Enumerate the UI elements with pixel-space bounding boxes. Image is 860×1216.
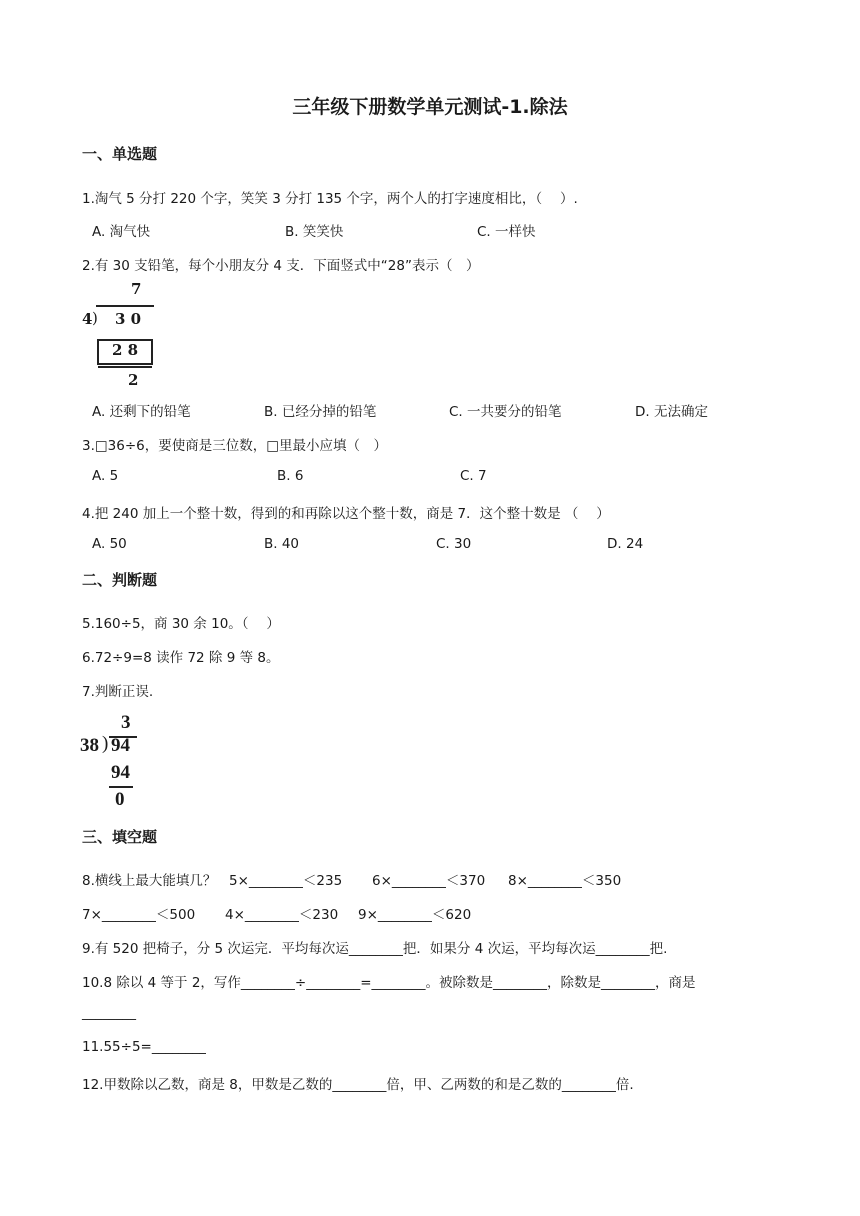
division-divisor: 38 bbox=[80, 735, 99, 756]
q4-option-d[interactable]: D. 24 bbox=[607, 536, 644, 552]
page-title: 三年级下册数学单元测试-1.除法 bbox=[292, 96, 568, 118]
section-heading-true-false: 二、判断题 bbox=[82, 571, 158, 589]
q2-option-b[interactable]: B. 已经分掉的铅笔 bbox=[264, 404, 377, 420]
question-7: 7.判断正误. bbox=[82, 684, 154, 700]
division-product: 2 8 bbox=[112, 341, 139, 359]
q3-option-b[interactable]: B. 6 bbox=[277, 468, 304, 484]
q8-blank-1[interactable]: 5×________＜235 bbox=[229, 873, 343, 889]
q1-option-c[interactable]: C. 一样快 bbox=[477, 224, 536, 240]
q8-blank-3[interactable]: 8×________＜350 bbox=[508, 873, 622, 889]
question-12[interactable]: 12.甲数除以乙数，商是 8，甲数是乙数的________倍，甲、乙两数的和是乙数的________倍. bbox=[82, 1077, 634, 1093]
division-divisor: 4 bbox=[82, 310, 93, 328]
division-bracket: ) bbox=[92, 309, 98, 327]
question-11[interactable]: 11.55÷5=________ bbox=[82, 1039, 206, 1055]
long-division-figure-1 bbox=[82, 280, 162, 395]
question-4: 4.把 240 加上一个整十数，得到的和再除以这个整十数，商是 7．这个整十数是 （ ） bbox=[82, 506, 610, 522]
section-heading-fill-blank: 三、填空题 bbox=[82, 828, 158, 846]
question-2: 2.有 30 支铅笔，每个小朋友分 4 支．下面竖式中“28”表示（ ） bbox=[82, 258, 480, 274]
q1-option-b[interactable]: B. 笑笑快 bbox=[285, 224, 344, 240]
division-remainder: 2 bbox=[128, 371, 139, 389]
q4-option-a[interactable]: A. 50 bbox=[92, 536, 127, 552]
division-remainder: 0 bbox=[115, 789, 125, 810]
question-10-continued[interactable]: ________ bbox=[82, 1005, 136, 1021]
question-8: 8.横线上最大能填几？ bbox=[82, 873, 217, 889]
section-heading-single-choice: 一、单选题 bbox=[82, 145, 158, 163]
division-dividend: 3 0 bbox=[115, 310, 142, 328]
q8-blank-5[interactable]: 4×________＜230 bbox=[225, 907, 339, 923]
q3-option-a[interactable]: A. 5 bbox=[92, 468, 119, 484]
division-bottom-line bbox=[109, 786, 133, 788]
long-division-figure-2 bbox=[80, 712, 150, 812]
q4-option-c[interactable]: C. 30 bbox=[436, 536, 472, 552]
division-top-line bbox=[96, 305, 154, 307]
division-bracket: ) bbox=[102, 733, 109, 754]
question-9[interactable]: 9.有 520 把椅子，分 5 次运完．平均每次运________把．如果分 4 次运，平均每次运________把. bbox=[82, 941, 668, 957]
division-dividend: 94 bbox=[111, 735, 130, 756]
q8-blank-4[interactable]: 7×________＜500 bbox=[82, 907, 196, 923]
q1-option-a[interactable]: A. 淘气快 bbox=[92, 224, 151, 240]
q3-option-c[interactable]: C. 7 bbox=[460, 468, 487, 484]
q8-blank-2[interactable]: 6×________＜370 bbox=[372, 873, 486, 889]
question-3: 3.□36÷6，要使商是三位数，□里最小应填（ ） bbox=[82, 438, 387, 454]
division-product: 94 bbox=[111, 762, 130, 783]
q8-blank-6[interactable]: 9×________＜620 bbox=[358, 907, 472, 923]
q2-option-a[interactable]: A. 还剩下的铅笔 bbox=[92, 404, 191, 420]
division-bottom-line bbox=[98, 366, 152, 368]
division-quotient: 3 bbox=[121, 712, 131, 733]
q2-option-d[interactable]: D. 无法确定 bbox=[635, 404, 708, 420]
q4-option-b[interactable]: B. 40 bbox=[264, 536, 300, 552]
question-5: 5.160÷5，商 30 余 10。（ ） bbox=[82, 616, 280, 632]
question-1: 1.淘气 5 分打 220 个字，笑笑 3 分打 135 个字，两个人的打字速度相比，（ ）. bbox=[82, 191, 578, 207]
q2-option-c[interactable]: C. 一共要分的铅笔 bbox=[449, 404, 562, 420]
division-quotient: 7 bbox=[131, 280, 142, 298]
question-10[interactable]: 10.8 除以 4 等于 2，写作________÷________=________。被除数是________，除数是________，商是 bbox=[82, 975, 696, 991]
question-6: 6.72÷9=8 读作 72 除 9 等 8。 bbox=[82, 650, 280, 666]
